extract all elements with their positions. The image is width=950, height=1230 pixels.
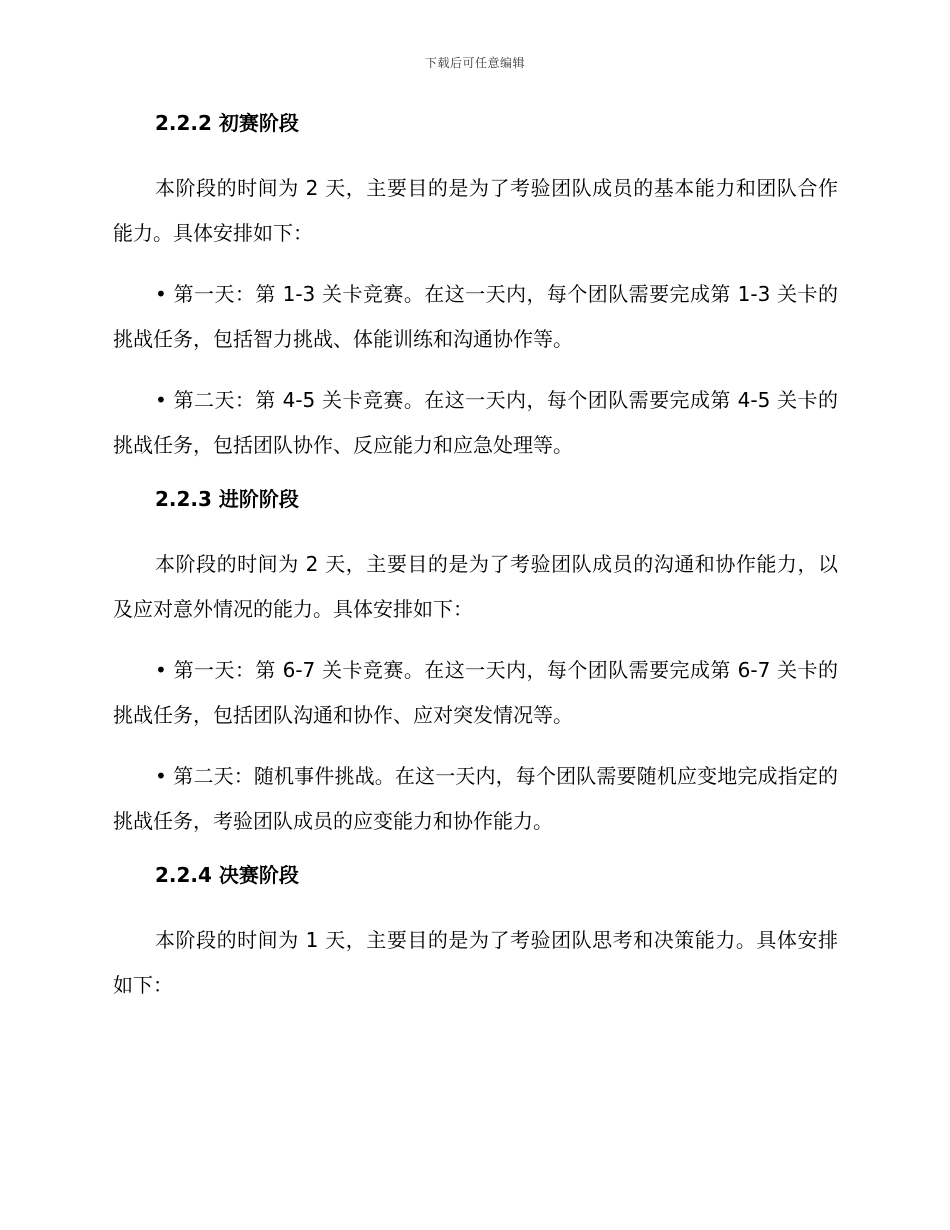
section-advanced bbox=[113, 484, 838, 844]
paragraph: • 第二天：随机事件挑战。在这一天内，每个团队需要随机应变地完成指定的挑战任务，考验团队成员的应变能力和协作能力。 bbox=[113, 764, 838, 833]
section-heading: 2.2.4 决赛阶段 bbox=[155, 863, 299, 887]
section-heading: 2.2.3 进阶阶段 bbox=[155, 487, 299, 511]
section-final bbox=[113, 860, 838, 1008]
paragraph: 本阶段的时间为 2 天，主要目的是为了考验团队成员的基本能力和团队合作能力。具体安排如下： bbox=[113, 176, 838, 245]
paragraph: • 第一天：第 6-7 关卡竞赛。在这一天内，每个团队需要完成第 6-7 关卡的挑战任务，包括团队沟通和协作、应对突发情况等。 bbox=[113, 658, 838, 727]
paragraph: • 第一天：第 1-3 关卡竞赛。在这一天内，每个团队需要完成第 1-3 关卡的挑战任务，包括智力挑战、体能训练和沟通协作等。 bbox=[113, 282, 838, 351]
section-preliminary bbox=[113, 108, 838, 468]
document-body bbox=[113, 108, 838, 1024]
paragraph: • 第二天：第 4-5 关卡竞赛。在这一天内，每个团队需要完成第 4-5 关卡的挑战任务，包括团队协作、反应能力和应急处理等。 bbox=[113, 388, 838, 457]
paragraph: 本阶段的时间为 2 天，主要目的是为了考验团队成员的沟通和协作能力，以及应对意外情况的能力。具体安排如下： bbox=[113, 552, 838, 621]
section-heading: 2.2.2 初赛阶段 bbox=[155, 111, 299, 135]
paragraph: 本阶段的时间为 1 天，主要目的是为了考验团队思考和决策能力。具体安排如下： bbox=[113, 928, 838, 997]
header-note: 下载后可任意编辑 bbox=[424, 56, 525, 70]
